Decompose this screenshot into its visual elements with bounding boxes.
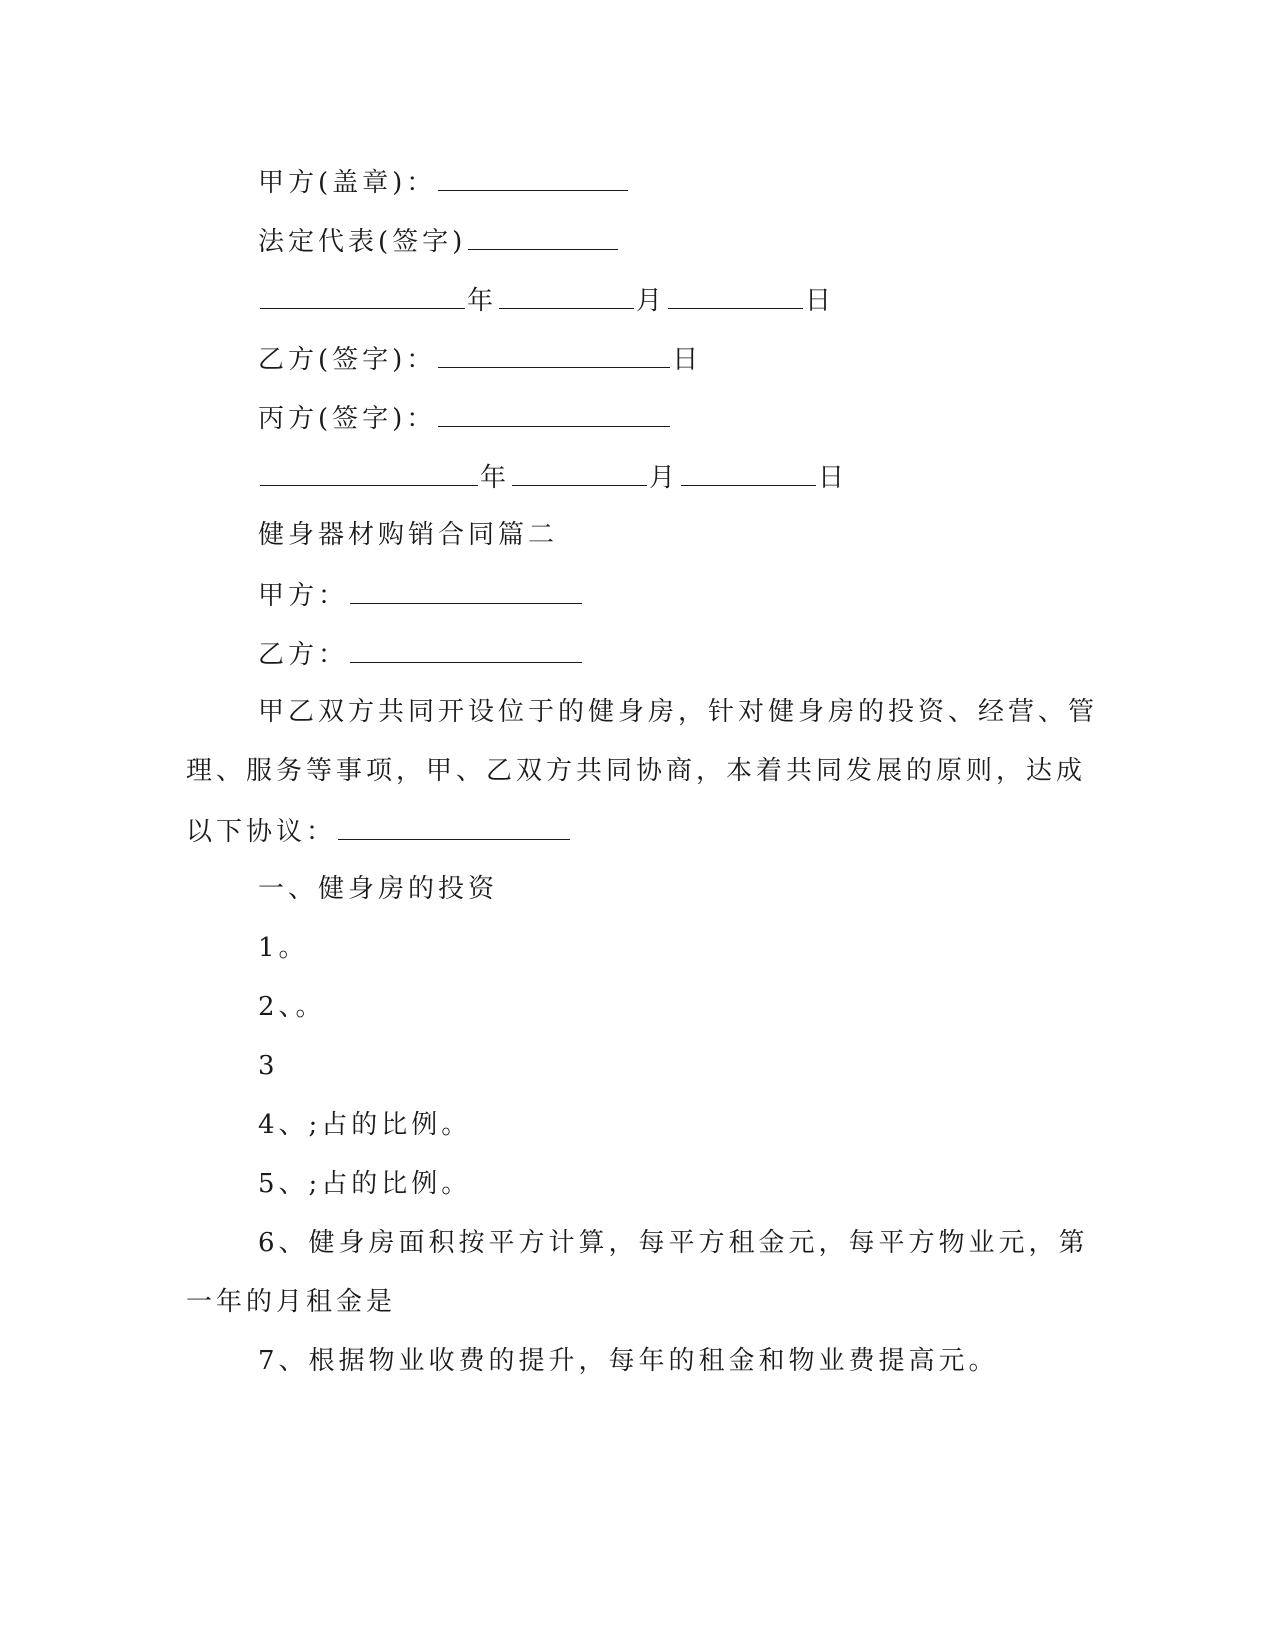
party-b-sign-line [258,345,702,373]
date1-day-label: 日 [805,286,836,316]
party-c-sign-line [258,404,672,432]
contract2-title: 健身器材购销合同篇二 [258,520,559,550]
date-line-2 [258,463,848,491]
contract2-party-a-label: 甲方： [258,581,349,611]
date1-month-label: 月 [636,286,667,316]
contract2-party-b-blank[interactable] [350,640,582,663]
date2-day-blank[interactable] [681,463,816,486]
party-c-sign-blank[interactable] [438,404,670,427]
section1-heading: 一、健身房的投资 [258,874,499,904]
date1-day-blank[interactable] [668,286,803,309]
party-b-sign-blank[interactable] [438,345,670,368]
party-a-seal-label: 甲方(盖章)： [258,168,437,198]
date1-year-label: 年 [467,286,498,316]
list-item-4: 4、;占的比例。 [258,1110,472,1140]
intro-agreement-blank[interactable] [338,817,570,840]
legal-rep-blank[interactable] [468,227,618,250]
list-item-1: 1。 [258,933,309,963]
date2-day-label: 日 [818,463,849,493]
intro-line-2: 理、服务等事项，甲、乙双方共同协商，本着共同发展的原则，达成 [186,756,1087,786]
legal-rep-line [258,227,620,255]
contract2-party-b-line [258,640,584,668]
intro-line-3-text: 以下协议： [186,817,337,847]
intro-line-3 [186,817,572,845]
list-item-6-line-2: 一年的月租金是 [186,1287,397,1317]
list-item-5: 5、;占的比例。 [258,1169,472,1199]
date1-year-blank[interactable] [260,286,465,309]
party-c-sign-label: 丙方(签字)： [258,404,437,434]
party-b-day-label: 日 [672,345,703,375]
date2-month-label: 月 [649,463,680,493]
date-line-1 [258,286,835,314]
party-a-seal-blank[interactable] [438,168,628,191]
legal-rep-label: 法定代表(签字) [258,227,467,257]
party-a-seal-line [258,168,630,196]
date2-year-blank[interactable] [260,463,478,486]
date2-month-blank[interactable] [512,463,647,486]
intro-line-1: 甲乙双方共同开设位于的健身房，针对健身房的投资、经营、管 [258,697,1099,727]
date1-month-blank[interactable] [499,286,634,309]
list-item-2: 2、。 [258,992,326,1022]
contract2-party-a-blank[interactable] [350,581,582,604]
list-item-6-line-1: 6、健身房面积按平方计算，每平方租金元，每平方物业元，第 [258,1228,1089,1258]
contract2-party-a-line [258,581,584,609]
date2-year-label: 年 [480,463,511,493]
list-item-3: 3 [258,1051,279,1081]
contract2-party-b-label: 乙方： [258,640,349,670]
party-b-sign-label: 乙方(签字)： [258,345,437,375]
list-item-7: 7、根据物业收费的提升，每年的租金和物业费提高元。 [258,1346,999,1376]
